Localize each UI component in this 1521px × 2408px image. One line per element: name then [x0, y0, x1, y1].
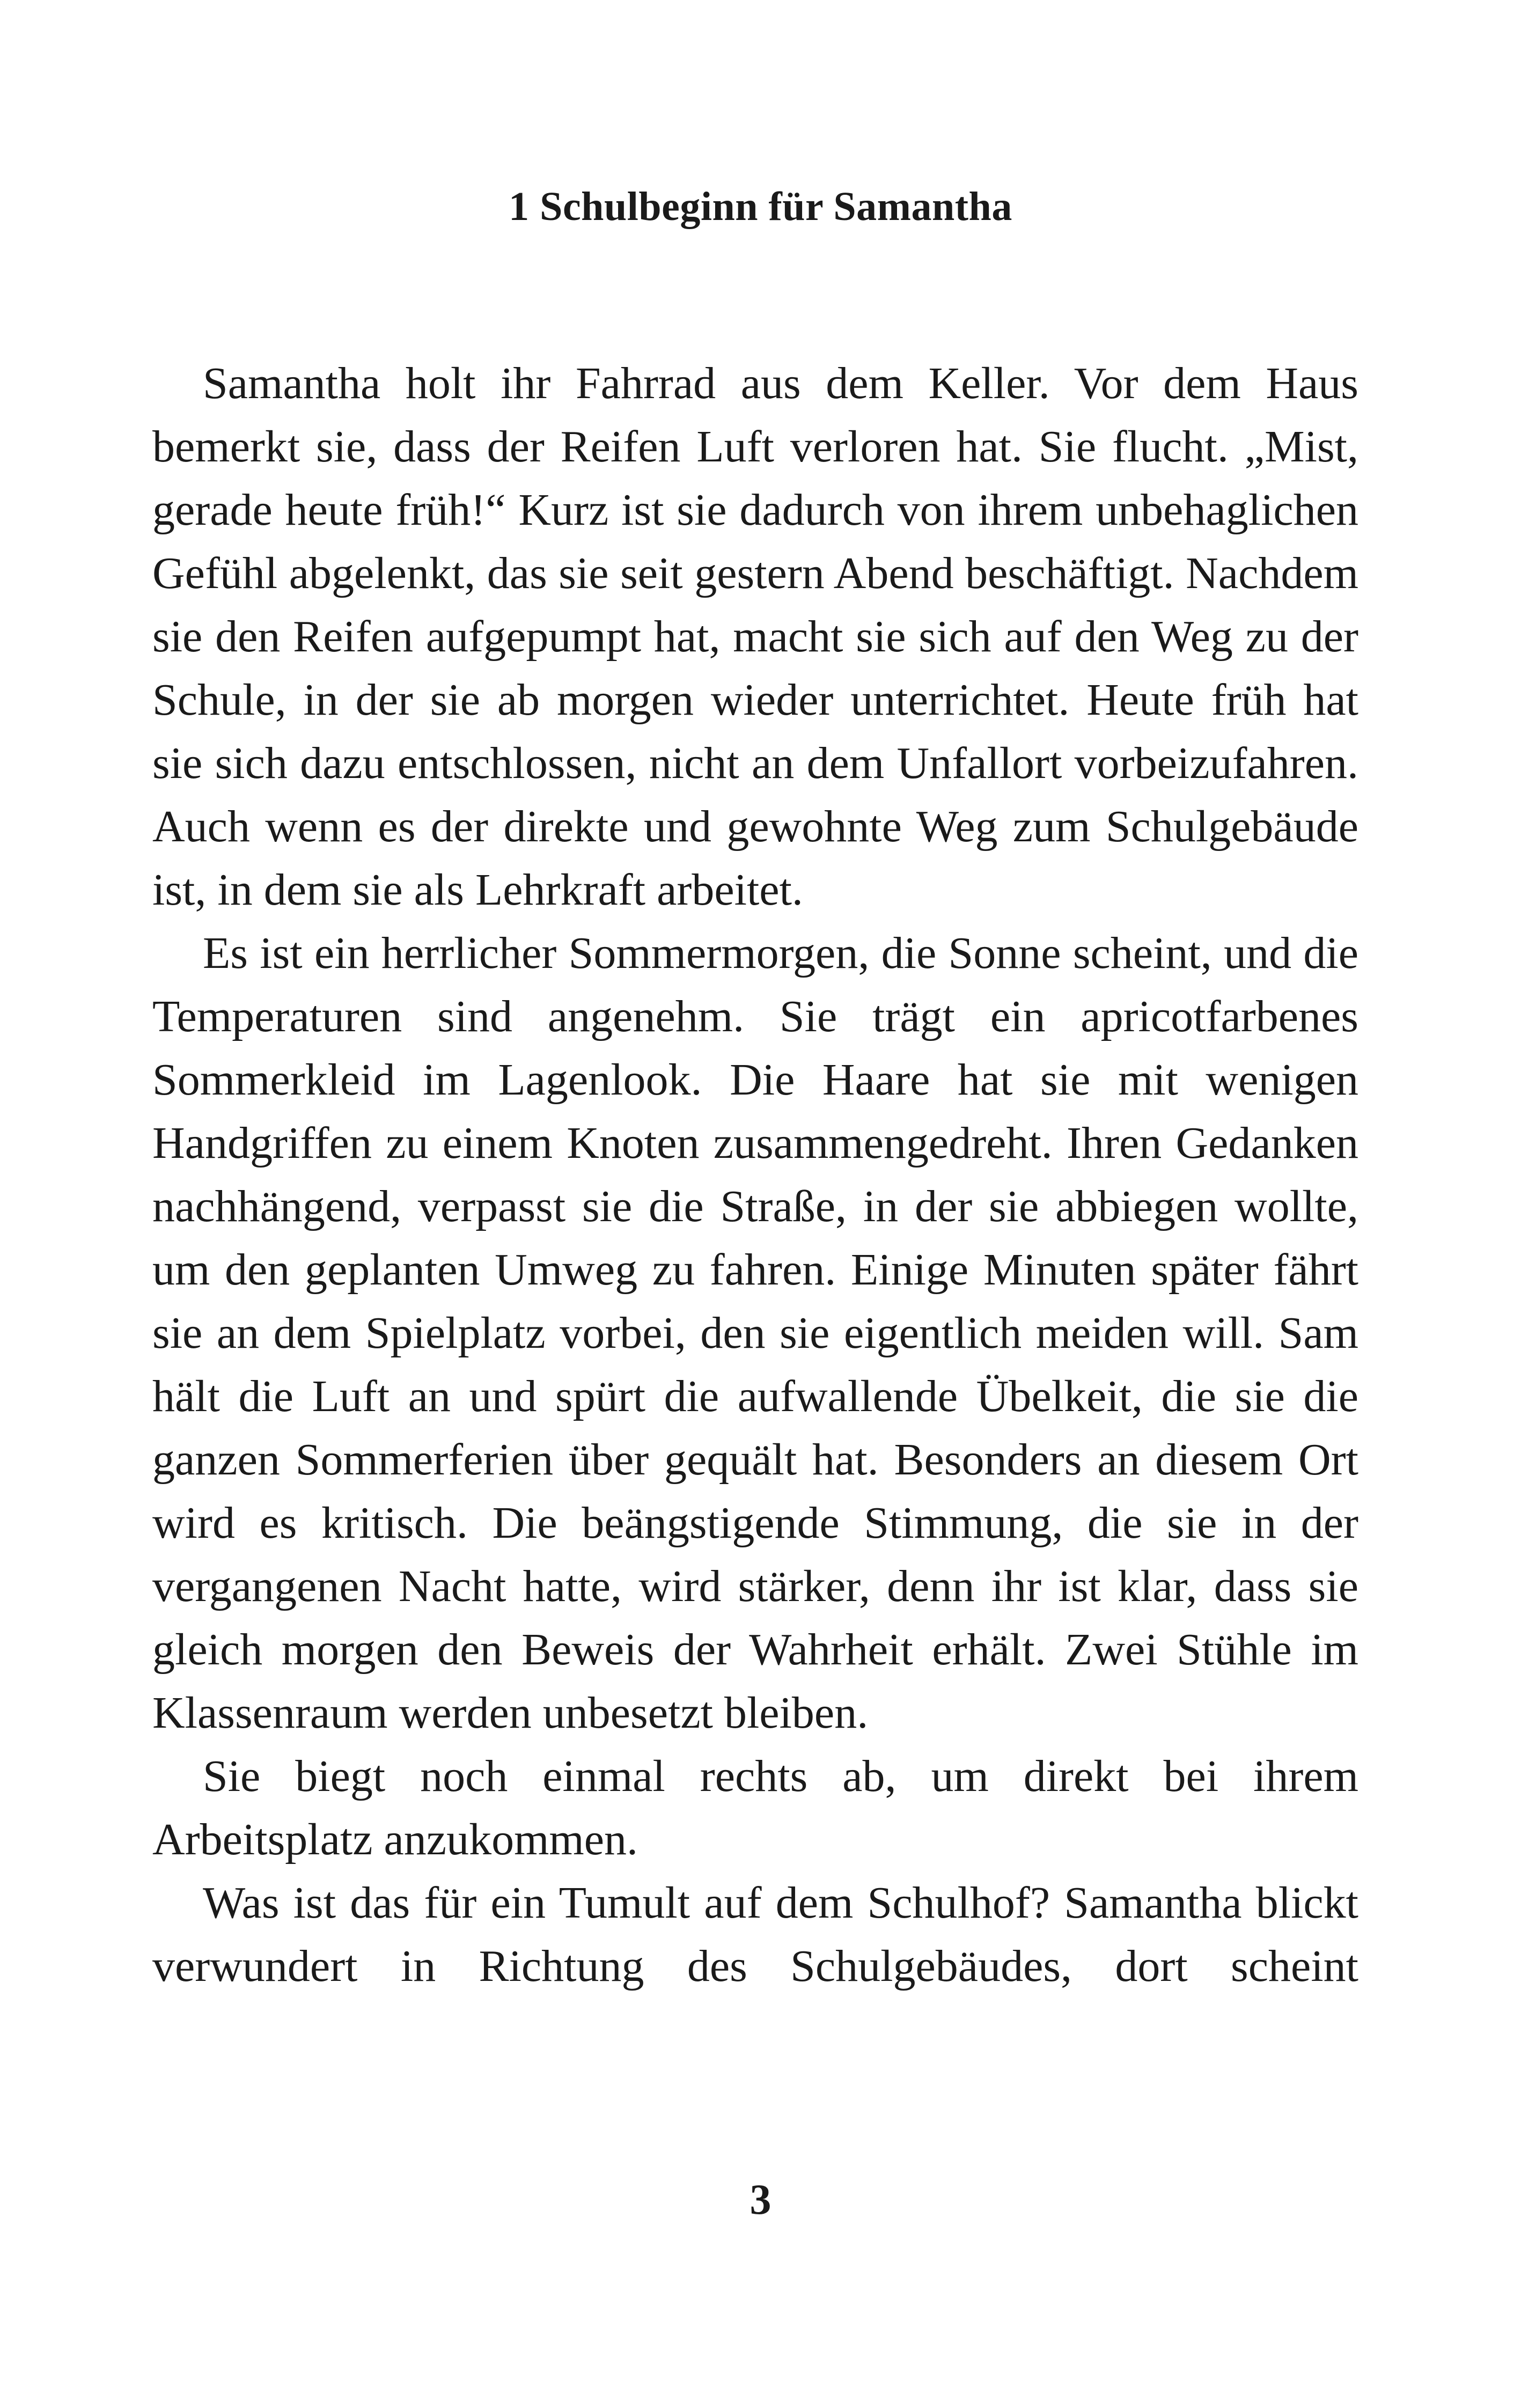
- page-number: 3: [750, 2176, 771, 2223]
- paragraph-3: Sie biegt noch einmal rechts ab, um direkt bei ihrem Arbeitsplatz anzukommen.: [152, 1751, 1358, 1864]
- body-text: [152, 352, 1358, 1998]
- paragraph-2: Es ist ein herrlicher Sommermorgen, die Sonne scheint, und die Temperaturen sind angenehm. Sie trägt ein apricotfarbenes Sommerkleid im Lagenlook. Die Haare hat sie mit wenigen Handgriffen zu einem Knoten zusammengedreht. Ihren Gedanken nachhängend, verpasst sie die Straße, in der sie abbiegen wollte, um den geplanten Umweg zu fahren. Einige Minuten später fährt sie an dem Spielplatz vorbei, den sie eigentlich meiden will. Sam hält die Luft an und spürt die aufwallende Übelkeit, die sie die ganzen Sommerferien über gequält hat. Besonders an diesem Ort wird es kritisch. Die beängstigende Stimmung, die sie in der vergangenen Nacht hatte, wird stärker, denn ihr ist klar, dass sie gleich morgen den Beweis der Wahrheit erhält. Zwei Stühle im Klassenraum werden unbesetzt bleiben.: [152, 928, 1358, 1738]
- paragraph-1: Samantha holt ihr Fahrrad aus dem Keller. Vor dem Haus bemerkt sie, dass der Reifen Luft verloren hat. Sie flucht. „Mist, gerade heute früh!“ Kurz ist sie dadurch von ihrem unbehaglichen Gefühl abgelenkt, das sie seit gestern Abend beschäftigt. Nachdem sie den Reifen aufgepumpt hat, macht sie sich auf den Weg zu der Schule, in der sie ab morgen wieder unterrichtet. Heute früh hat sie sich dazu entschlossen, nicht an dem Unfallort vorbeizufahren. Auch wenn es der direkte und gewohnte Weg zum Schulgebäude ist, in dem sie als Lehrkraft arbeitet.: [152, 358, 1358, 915]
- chapter-title: 1 Schulbeginn für Samantha: [509, 184, 1012, 229]
- paragraph-4: Was ist das für ein Tumult auf dem Schulhof? Samantha blickt verwundert in Richtung des Schulgebäudes, dort scheint: [152, 1878, 1358, 1991]
